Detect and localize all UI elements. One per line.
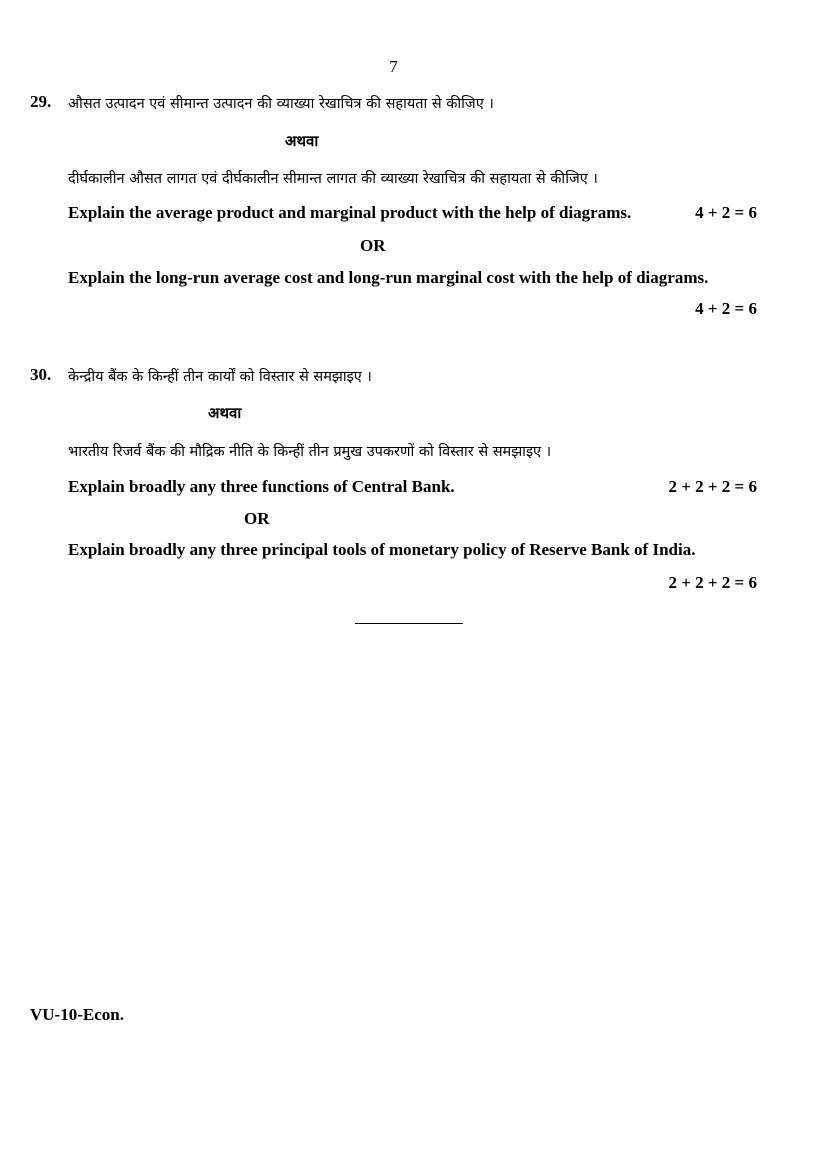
footer-code: VU-10-Econ. (30, 1005, 124, 1024)
hindi-question-text: औसत उत्पादन एवं सीमान्त उत्पादन की व्याख्या रेखाचित्र की सहायता से कीजिए । (68, 96, 494, 112)
english-or-label: OR (360, 236, 386, 255)
english-question-text: Explain broadly any three functions of Central Bank. (68, 477, 455, 496)
marks-label: 4 + 2 = 6 (695, 203, 757, 222)
english-or-label: OR (244, 509, 270, 528)
english-alternative-text: Explain broadly any three principal tools of monetary policy of Reserve Bank of India. (68, 540, 696, 559)
marks-label: 2 + 2 + 2 = 6 (668, 573, 757, 592)
marks-label: 2 + 2 + 2 = 6 (668, 477, 757, 496)
hindi-alternative-text: दीर्घकालीन औसत लागत एवं दीर्घकालीन सीमान्त लागत की व्याख्या रेखाचित्र की सहायता से कीजिए । (68, 171, 598, 187)
page-number: 7 (389, 57, 398, 76)
english-question-text: Explain the average product and marginal product with the help of diagrams. (68, 203, 632, 222)
question-number: 30. (30, 365, 52, 384)
hindi-question-text: केन्द्रीय बैंक के किन्हीं तीन कार्यों को विस्तार से समझाइए । (68, 369, 372, 385)
hindi-or-label: अथवा (285, 132, 319, 150)
end-rule-divider (355, 623, 463, 624)
hindi-alternative-text: भारतीय रिजर्व बैंक की मौद्रिक नीति के किन्हीं तीन प्रमुख उपकरणों को विस्तार से समझाइए । (68, 444, 552, 460)
english-alternative-text: Explain the long-run average cost and long-run marginal cost with the help of diagrams. (68, 268, 709, 287)
marks-label: 4 + 2 = 6 (695, 299, 757, 318)
hindi-or-label: अथवा (208, 404, 242, 422)
question-number: 29. (30, 92, 52, 111)
